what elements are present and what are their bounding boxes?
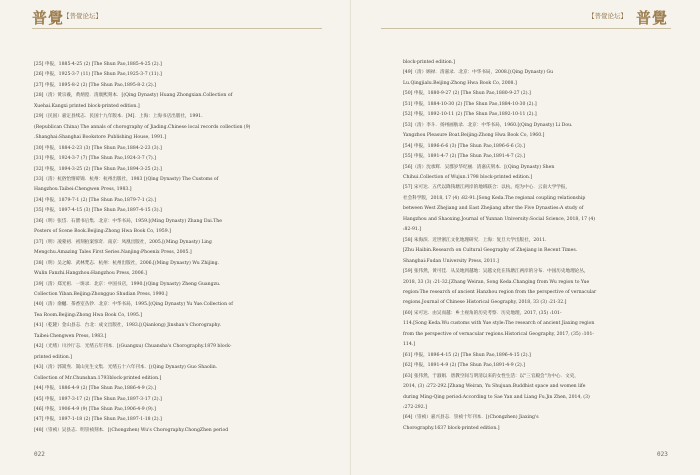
reference-line: [42]（光绪）川沙厅志．光绪五年刊本．[(Guangxu) Chuansha's Chorography.1879 block- (34, 344, 232, 350)
reference-line: :272-292.] (403, 404, 427, 410)
reference-line: [28]（清）黄宗羲，黄炳垕．清康熙刻本．[(Qing Dynasty) Huang Zhongxian.Collection of (34, 93, 233, 99)
reference-line: 114.] (403, 342, 416, 348)
reference-line: [41]（乾隆）金山县志．台北：成文出版社，1983.[(Qianlong) Jinshan's Chorography. (34, 323, 221, 329)
reference-line: [32] 申报，1894-3-25 (2) [The Shun Pao,1894-3-25 (2).] (34, 166, 162, 172)
reference-line: Tea Room.Beijing:Zhong Hwa Book Co, 1995.] (34, 312, 143, 318)
reference-line: Yangzhou Pleasure Boat.Beijing:Zhong Hwa Book Co, 1960.] (403, 133, 545, 139)
reference-line: [46] 申报，1906-4-9 (9) [The Shun Pao,1906-4-9 (9).] (34, 406, 156, 412)
reference-line: [62] 申报，1891-4-9 (2) [The Shun Pao,1891-4-9 (2).] (403, 363, 525, 369)
reference-line: between West Zhejiang and East Zhejiang after the Five Dynasties:A study of (403, 206, 584, 212)
page-number: 023 (657, 451, 668, 458)
reference-line: [49]（清）顾禄．清嘉录．北京：中华书局，2008.[(Qing Dynasty) Gu (403, 70, 554, 76)
reference-line: Chorography.1637 block-printed edition.] (403, 425, 500, 431)
reference-line: [60] 宋可达．由吴而越：乡土视角的历史考察．历史地理，2017, (35) :101- (403, 310, 562, 316)
reference-line: .Shanghai:Shanghai Bookstore Publishing House, 1991.] (34, 135, 167, 141)
reference-line: [58] 朱海滨．近世浙江文化地理研究．上海：复旦大学出版社，2011. (403, 237, 547, 243)
reference-line: Collection Yiban.Beijing:Zhongguo Shudian Press, 1990.] (34, 291, 168, 297)
reference-line: 社会科学版，2018, 17 (4) :82-91.[Song Keda.The regional coupling relationship (403, 195, 586, 201)
reference-line: Xuehai.Kangxi printed block-printed edition.] (34, 103, 140, 109)
reference-line: Hangzhou and Shaoxing.Journal of Yunnan University:Social Science, 2018, 17 (4) (403, 216, 596, 222)
reference-line: [45] 申报，1897-3-17 (2) [The Shun Pao,1897-3-17 (2).] (34, 396, 162, 402)
reference-line: [30] 申报，1884-2-23 (3) [The Shun Pao,1884-2-23 (3).] (34, 145, 162, 151)
reference-line: [37]（明）凌蒙初．初刻拍案惊奇．南京：凤凰出版社，2005.[(Ming Dynasty) Ling (34, 239, 212, 245)
reference-line: Shanghai:Fudan University Press, 2011.] (403, 258, 499, 264)
reference-line: [31] 申报，1924-3-7 (7) [The Shun Pao,1924-3-7 (7).] (34, 156, 156, 162)
header-rule (32, 28, 322, 29)
reference-line: [27] 申报，1895-8-2 (2) [The Shun Pao,1895-8-2 (2).] (34, 82, 156, 88)
right-page (350, 0, 700, 475)
reference-line: Mengchu.Amazing Tales First Series.Nanjing:Phoenix Press, 2005.] (34, 250, 192, 256)
reference-line: [33]（清）杭俗怡情碎锦．杭州：杭州出版社，1983 [(Qing Dynasty) The Customs of (34, 176, 219, 182)
reference-column (34, 60, 319, 436)
reference-line: [25] 申报，1885-4-25 (2) [The Shun Pao,1885-4-25 (2).] (34, 62, 162, 67)
reference-line: 114.[Song Keda.Wu customs with Yue style:The research of ancient Jiaxing region (403, 321, 595, 327)
reference-line: [53]（清）李斗．扬州画舫录．北京：中华书局，1960.[(Qing Dynasty) Li Dou. (403, 122, 573, 128)
reference-line: printed edition.] (34, 354, 72, 360)
reference-line: [47] 申报，1897-1-18 (2) [The Shun Pao,1897-1-18 (2).] (34, 417, 162, 423)
reference-line: [36]（明）张岱．石匮书后集．北京：中华书局，1959.[(Ming Dynasty) Zhang Dai.The (34, 218, 222, 224)
reference-line: [64]（崇祯）嘉兴县志．崇祯十年刊本．[(Chongzhen) Jiaxing's (403, 415, 539, 421)
reference-line: [52] 申报，1892-10-11 (2) [The Shun Pao,1892-10-11 (2).] (403, 112, 537, 118)
reference-line: [26] 申报，1925-3-7 (11) [The Shun Pao,1925-3-7 (11).] (34, 72, 162, 78)
journal-logo: 普覺 (636, 9, 669, 27)
reference-line: [44] 申报，1886-4-9 (2) [The Shun Pao,1886-4-9 (2).] (34, 386, 156, 392)
reference-line: [57] 宋可达．五代以降钱塘江两岸的地域联合：以杭、绍为中心．云南大学学报， (403, 185, 571, 191)
reference-line: 2018, 33 (3) :21-32.[Zhang Weiran, Song Keda.Changing from Wu region to Yue (403, 279, 590, 285)
page-number: 022 (34, 451, 45, 458)
reference-line: [48]（崇祯）吴县志．明崇祯刻本．[(Chongzhen) Wu's Chorography.ChongZhen period (34, 427, 229, 433)
reference-line: [63] 张伟然，于淑娟．唐教空间与明清以来的女性生活：以"三官殿会"为中心．文史， (403, 373, 579, 379)
reference-line: Taibei:Chengwen Press, 1983.] (34, 333, 107, 339)
reference-line: [40]（清）俞樾．茶香室丛钞．北京：中华书局，1995.[(Qing Dynasty) Yu Yue.Collection of (34, 302, 233, 308)
section-tag: 【普覺论坛】 (588, 12, 627, 20)
reference-line: [34] 申报，1879-7-1 (2) [The Shun Pao,1879-7-1 (2).] (34, 197, 156, 203)
reference-line: [38]（明）吴之鲸．武林梵志．杭州：杭州出版社，2006.[(Ming Dynasty) Wu Zhijing. (34, 260, 220, 266)
reference-line: Collection of Mr.Chunshan.1793block-printed edition.] (34, 375, 162, 381)
section-tag: 【普覺论坛】 (63, 12, 102, 20)
reference-line: Wulin Fanzhi.Hangzhou:Hangzhou Press, 2006.] (34, 271, 147, 277)
reference-line: [54] 申报，1896-6-6 (3) [The Shun Pao,1896-6-6 (3).] (403, 143, 525, 149)
reference-line: [39]（清）郑光祖．一斑录．北京：中国书店，1990.[(Qing Dynasty) Zheng Guangzu. (34, 281, 221, 287)
reference-line: during Ming-Qing period:According to Sae Yan and Liang Fu.Jin Zhen, 2014, (3) (403, 394, 590, 400)
reference-line: (Republican China) The annals of chorography of Jiading.Chinese local records collection (9) (34, 124, 251, 130)
reference-line: [35] 申报，1897-4-15 (3) [The Shun Pao,1897-4-15 (3).] (34, 208, 162, 214)
reference-line: Lu.Qingjialu.Beijing:Zhong Hwa Book Co, 2008.] (403, 80, 517, 86)
reference-line: [29]（民国）嘉定县续志．民国十九年版本．[M]．上海：上海书店出版社，1991. (34, 114, 203, 120)
reference-line: Hangzhou.Taibei:Chengwen Press, 1983.] (34, 187, 132, 193)
reference-line: block-printed edition.] (403, 60, 455, 65)
header-rule (381, 28, 671, 29)
reference-line: Chihui.Collection of Wujun.1798 block-printed edition.] (403, 174, 533, 180)
journal-logo: 普覺 (32, 9, 65, 27)
reference-line: [43]（清）郭嵩焘．嵩山先生文集．光绪五十六年刊本．[(Qing Dynasty) Guo Shaolin. (34, 365, 218, 371)
reference-line: [50] 申报，1880-9-27 (2) [The Shun Pao,1880-9-27 (2).] (403, 91, 531, 97)
reference-line: from the perspective of vernacular regions.Historical Geography, 2017, (35) :101- (403, 331, 594, 337)
reference-line: [55] 申报，1891-4-7 (2) [The Shun Pao,1891-4-7 (2).] (403, 154, 525, 160)
reference-line: region:The research of ancient Hanzhou region from the perspective of vernacular (403, 289, 597, 295)
reference-line: regions.Journal of Chinese Historical Geography, 2018, 33 (3) :21-32.] (403, 300, 567, 306)
reference-column (403, 58, 688, 434)
reference-line: [Zhu Haibin.Research on Cultural Geography of Zhejiang in Recent Times. (403, 248, 578, 254)
reference-line: [61] 申报，1896-4-15 (2) [The Shun Pao,1896-4-15 (2).] (403, 352, 531, 358)
reference-line: :82-91.] (403, 227, 422, 233)
reference-line: [59] 张伟然，黄可佳．从吴地到越地：吴越文化在钱塘江两岸的分布．中国历史地理论丛， (403, 269, 589, 275)
reference-line: Posters of Scene Book.Beijing:Zhong Hwa Book Co, 1959.] (34, 229, 171, 235)
reference-line: 2014, (3) :272-292.[Zhang Weiran, Yu Shujuan.Buddhist space and women life (403, 384, 586, 390)
reference-line: [51] 申报，1884-10-30 (2) [The Shun Pao,1884-10-30 (2).] (403, 101, 537, 107)
reference-line: [56]（清）沈承辉．吴郡岁华纪丽．清嘉庆刻本．[(Qing Dynasty) Shen (403, 164, 555, 170)
